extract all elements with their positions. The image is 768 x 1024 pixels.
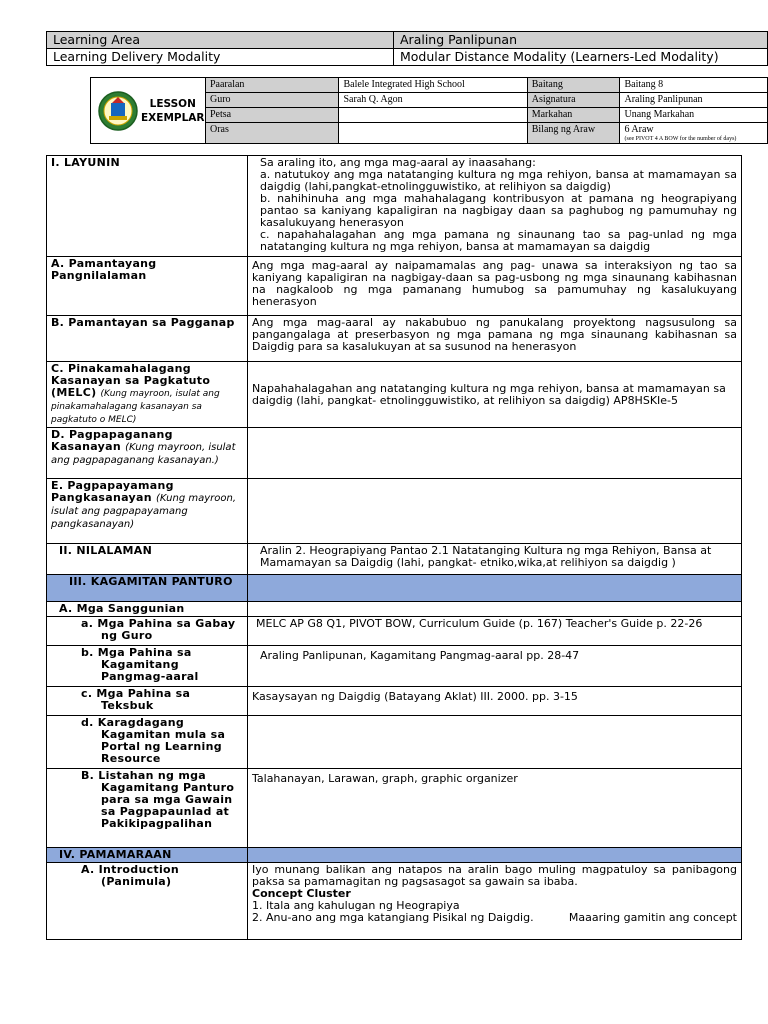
days-label: Bilang ng Araw	[527, 123, 620, 144]
quarter-label: Markahan	[527, 108, 620, 123]
row-layunin	[47, 156, 742, 257]
exemplar-row-school	[91, 78, 768, 93]
days-cell	[620, 123, 768, 144]
pagpapayamang-label: E. Pagpapayamang Pangkasanayan	[51, 479, 174, 504]
row-introduction	[47, 863, 742, 940]
layunin-intro: Sa araling ito, ang mga mag-aaral ay inaasahang:	[260, 156, 536, 169]
quarter-value: Unang Markahan	[620, 108, 768, 123]
lesson-plan-table	[46, 155, 742, 940]
row-melc	[47, 362, 742, 428]
lesson-exemplar-table	[90, 77, 768, 144]
pagpapayamang-note: (Kung mayroon, isulat ang pagpapayamang pangkasanayan)	[51, 493, 237, 530]
row-teksbuk	[47, 687, 742, 716]
layunin-item-c: c. napahahalagahan ang mga pamana ng sinaunang tao sa pag-unlad ng mga natatanging kultura ng mga rehiyon, bansa at mamamayan sa daigdig	[260, 228, 737, 253]
gabay-label: a. Mga Pahina sa Gabay ng Guro	[47, 617, 248, 646]
pamantayan-sa-pagganap-label: B. Pamantayan sa Pagganap	[47, 316, 248, 362]
pamantayang-pangnilalaman-text: Ang mga mag-aaral ay naipamamalas ang pag- unawa sa interaksiyon ng tao sa kaniyang kapaligiran na nagbigay-daan sa pag-usbong ng mga sinaunang kabihasnan na nagkaloob ng mga pamanang humubog sa pamumuhay ng kasalukuyang henerasyon	[248, 257, 742, 316]
row-sanggunian	[47, 602, 742, 617]
header-row-learning-area	[47, 32, 768, 49]
row-pagpapaganang	[47, 428, 742, 479]
row-kagamitan	[47, 575, 742, 602]
pamamaraan-empty	[248, 848, 742, 863]
row-pamantayan-sa-pagganap	[47, 316, 742, 362]
layunin-content	[248, 156, 742, 257]
grade-label: Baitang	[527, 78, 620, 93]
teacher-value: Sarah Q. Agon	[339, 93, 527, 108]
pagpapaganang-label: D. Pagpapaganang Kasanayan	[51, 428, 173, 453]
melc-label: C. Pinakamahalagang Kasanayan sa Pagkatuto (MELC)	[51, 362, 211, 399]
gabay-text: MELC AP G8 Q1, PIVOT BOW, Curriculum Guide (p. 167) Teacher's Guide p. 22-26	[248, 617, 742, 646]
teacher-label: Guro	[205, 93, 339, 108]
pagpapaganang-text	[248, 428, 742, 479]
school-label: Paaralan	[205, 78, 339, 93]
pagpapayamang-label-cell	[47, 479, 248, 544]
kagamitan-label: III. KAGAMITAN PANTURO	[47, 575, 248, 602]
lesson-title-line2: EXEMPLAR	[141, 111, 205, 124]
pamantayan-sa-pagganap-text: Ang mga mag-aaral ay nakabubuo ng panukalang proyektong nagsusulong sa pangangalaga at preserbasyon ng mga pamana ng mga sinaunang kabihasnan sa Daigdig para sa kasalukuyan at sa susunod na henerasyon	[248, 316, 742, 362]
kagamitan-empty	[248, 575, 742, 602]
sanggunian-empty	[248, 602, 742, 617]
layunin-item-a: a. natutukoy ang mga natatanging kultura ng mga rehiyon, bansa at mamamayan sa daigdig (lahi,pangkat-etnolingguwistiko, at relihiyon sa daigdig)	[260, 168, 737, 193]
row-kagamitang	[47, 646, 742, 687]
teksbuk-text: Kasaysayan ng Daigdig (Batayang Aklat) III. 2000. pp. 3-15	[248, 687, 742, 716]
introduction-item-2b: Maaaring gamitin ang concept	[568, 911, 737, 924]
introduction-item-2a: 2. Anu-ano ang mga katangiang Pisikal ng Daigdig.	[252, 911, 534, 924]
karagdagang-text	[248, 716, 742, 769]
modality-label: Learning Delivery Modality	[47, 49, 394, 66]
kagamitang-label: b. Mga Pahina sa Kagamitang Pangmag-aaral	[47, 646, 248, 687]
sanggunian-label: A. Mga Sanggunian	[47, 602, 248, 617]
school-value: Balele Integrated High School	[339, 78, 527, 93]
school-seal-icon	[97, 89, 139, 133]
karagdagang-label: d. Karagdagang Kagamitan mula sa Portal ng Learning Resource	[47, 716, 248, 769]
introduction-item-2	[252, 912, 737, 924]
row-nilalaman	[47, 544, 742, 575]
pamamaraan-label: IV. PAMAMARAAN	[47, 848, 248, 863]
listahan-text: Talahanayan, Larawan, graph, graphic organizer	[248, 769, 742, 848]
row-pagpapayamang	[47, 479, 742, 544]
nilalaman-text: Aralin 2. Heograpiyang Pantao 2.1 Natatanging Kultura ng mga Rehiyon, Bansa at Mamamayan sa Daigdig (lahi, pangkat- etniko,wika,at relihiyon sa daigdig )	[248, 544, 742, 575]
days-value: 6 Araw	[624, 124, 654, 135]
introduction-label: A. Introduction (Panimula)	[47, 863, 248, 940]
layunin-label: I. LAYUNIN	[47, 156, 248, 257]
pagpapayamang-text	[248, 479, 742, 544]
pagpapaganang-note: (Kung mayroon, isulat ang pagpapaganang kasanayan.)	[51, 442, 236, 466]
melc-note: (Kung mayroon, isulat ang pinakamahalagang kasanayan sa pagkatuto o MELC)	[51, 389, 220, 425]
top-header-table	[46, 31, 768, 66]
subject-label: Asignatura	[527, 93, 620, 108]
row-gabay	[47, 617, 742, 646]
row-pamamaraan	[47, 848, 742, 863]
row-listahan	[47, 769, 742, 848]
date-label: Petsa	[205, 108, 339, 123]
time-label: Oras	[205, 123, 339, 144]
row-karagdagang	[47, 716, 742, 769]
teksbuk-label: c. Mga Pahina sa Teksbuk	[47, 687, 248, 716]
time-value	[339, 123, 527, 144]
introduction-item-1: 1. Itala ang kahulugan ng Heograpiya	[252, 899, 460, 912]
learning-area-value: Araling Panlipunan	[394, 32, 768, 49]
days-note: (see PIVOT 4 A BOW for the number of days)	[624, 136, 737, 142]
nilalaman-label: II. NILALAMAN	[47, 544, 248, 575]
introduction-content	[248, 863, 742, 940]
grade-value: Baitang 8	[620, 78, 768, 93]
date-value	[339, 108, 527, 123]
listahan-label: B. Listahan ng mga Kagamitang Panturo para sa mga Gawain sa Pagpapaunlad at Pakikipagpalihan	[47, 769, 248, 848]
introduction-paragraph: Iyo munang balikan ang natapos na aralin bago muling magpatuloy sa panibagong paksa sa pamamagitan ng pagsasagot sa gawain sa ibaba.	[252, 863, 737, 888]
pamantayang-pangnilalaman-label: A. Pamantayang Pangnilalaman	[47, 257, 248, 316]
melc-label-cell	[47, 362, 248, 428]
layunin-item-b: b. nahihinuha ang mga mahahalagang kontribusyon at pamana ng heograpiyang pantao sa kaniyang kapaligiran na nagbigay daan sa paghubog ng pamumuhay ng kasalukuyang henerasyon	[260, 192, 737, 229]
logo-cell	[91, 78, 206, 144]
row-pamantayang-pangnilalaman	[47, 257, 742, 316]
lesson-title-line1: LESSON	[149, 97, 196, 110]
header-row-modality	[47, 49, 768, 66]
pagpapaganang-label-cell	[47, 428, 248, 479]
subject-value: Araling Panlipunan	[620, 93, 768, 108]
kagamitang-text: Araling Panlipunan, Kagamitang Pangmag-aaral pp. 28-47	[248, 646, 742, 687]
concept-cluster-heading: Concept Cluster	[252, 887, 351, 900]
modality-value: Modular Distance Modality (Learners-Led Modality)	[394, 49, 768, 66]
learning-area-label: Learning Area	[47, 32, 394, 49]
melc-text: Napahahalagahan ang natatanging kultura ng mga rehiyon, bansa at mamamayan sa daigdig (lahi, pangkat- etnolingguwistiko, at relihiyon sa daigdig) AP8HSKIe-5	[248, 362, 742, 428]
